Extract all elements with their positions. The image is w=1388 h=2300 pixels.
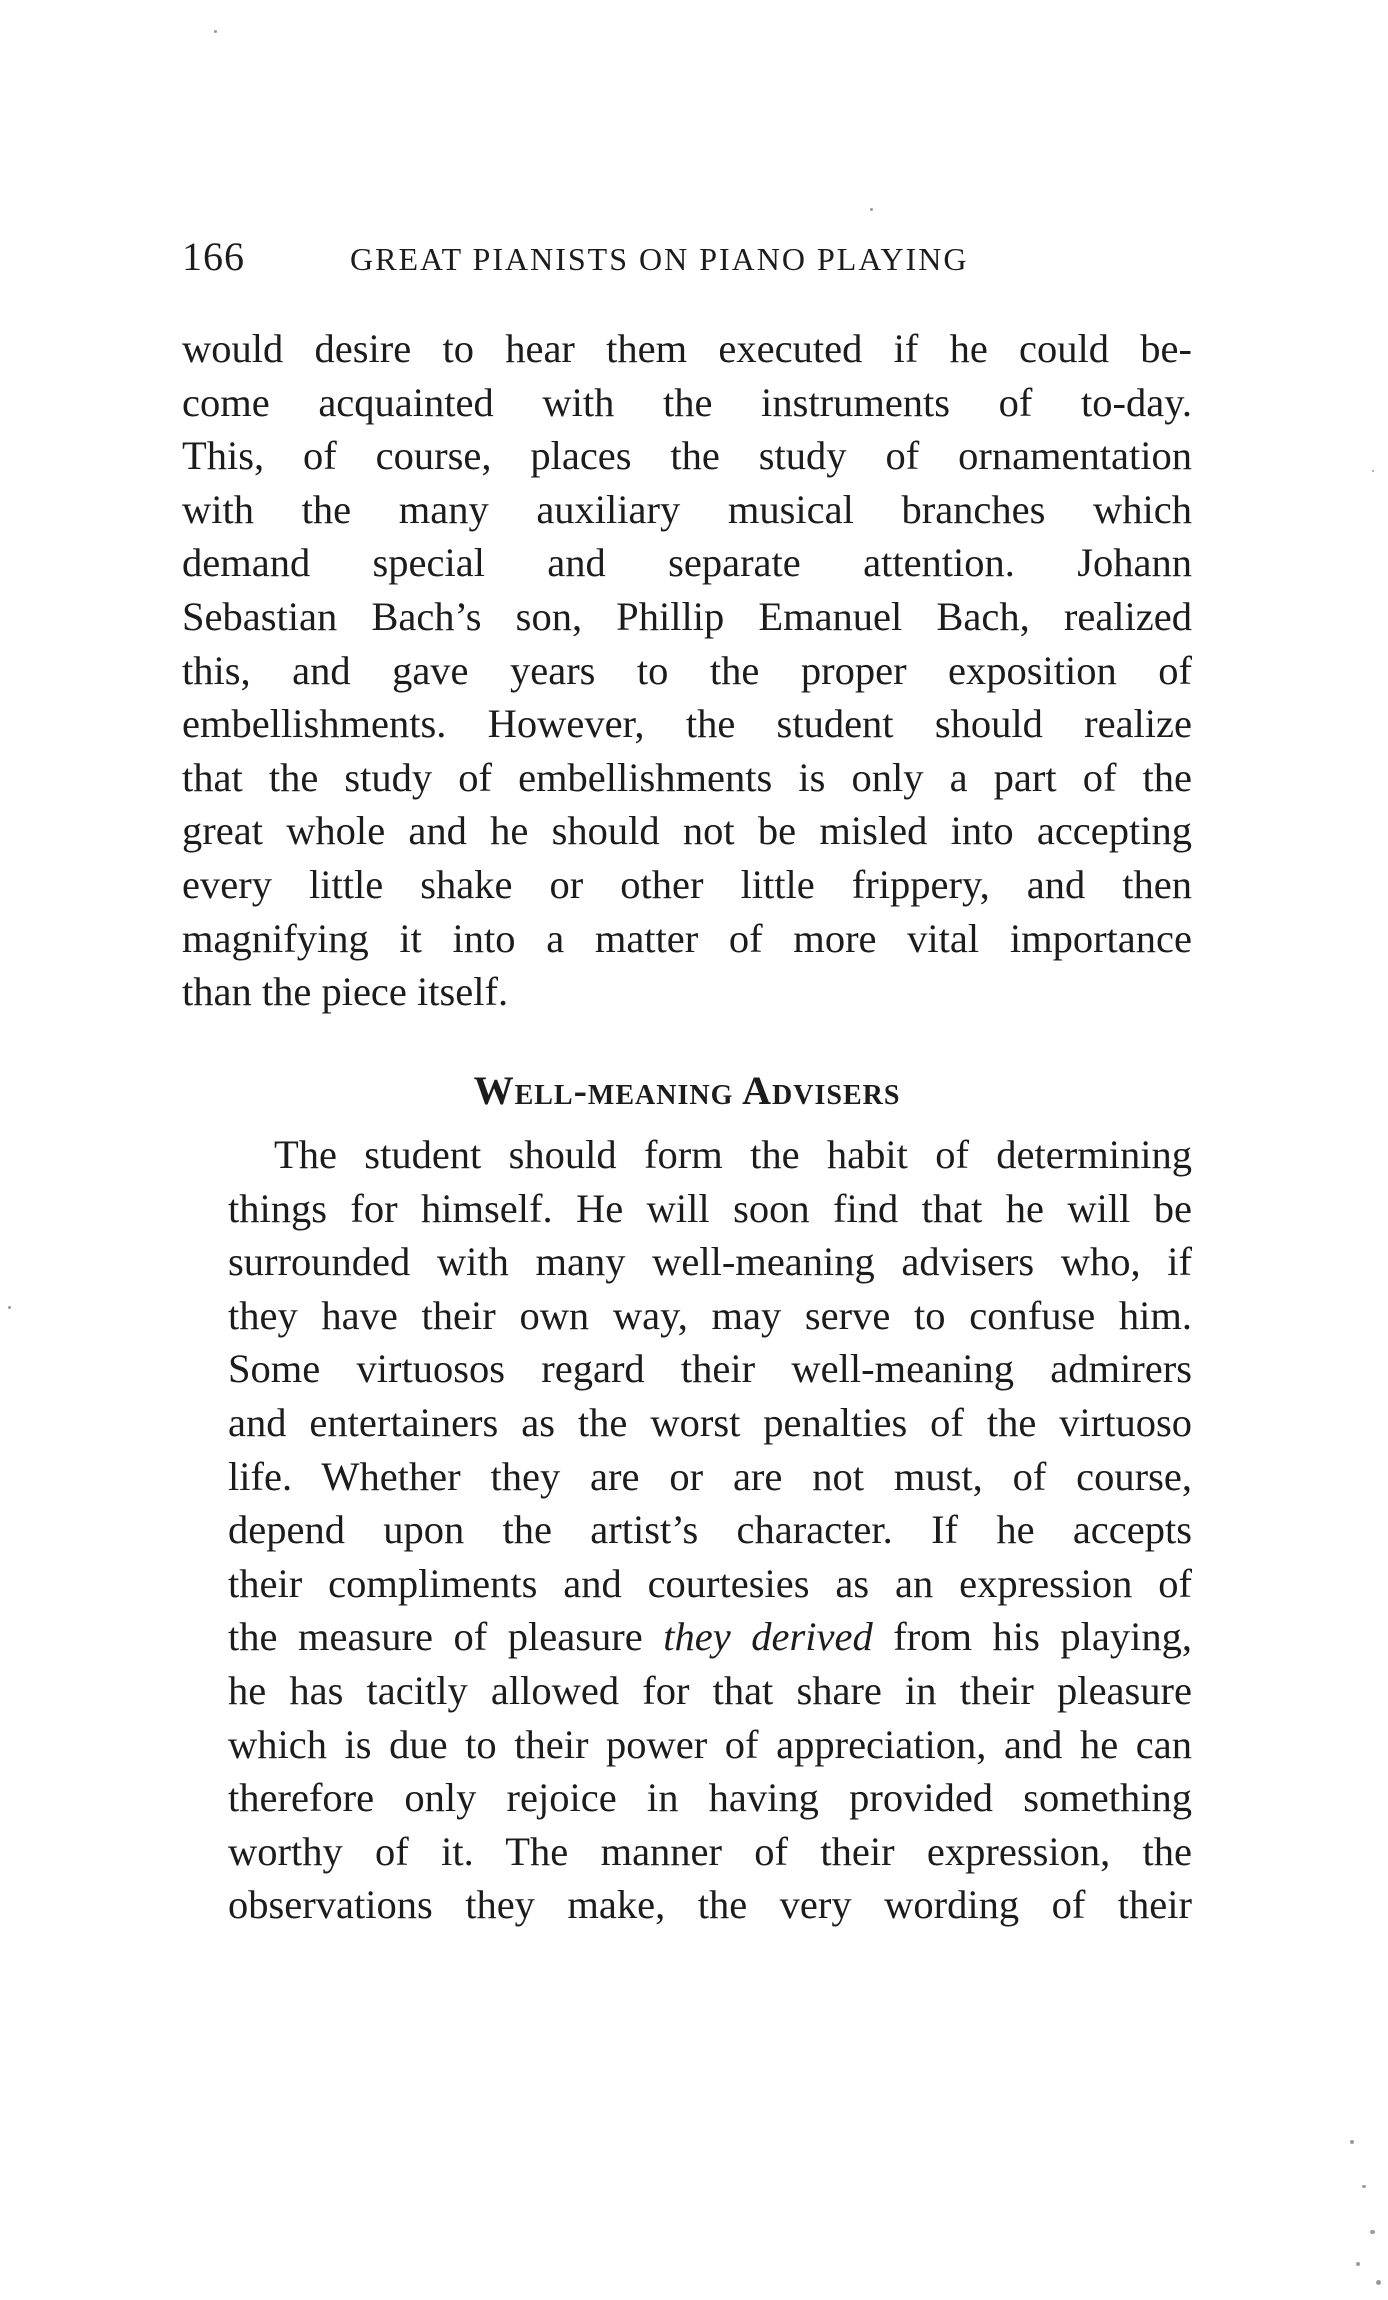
text-line: come acquainted with the instruments of to-day. [182,379,1192,425]
section-heading: Well-meaning Advisers [473,1068,901,1113]
text-line: that the study of embellishments is only a part of the [182,754,1192,800]
paper-speck [1376,2280,1381,2285]
paper-speck [1372,470,1374,472]
text-line: This, of course, places the study of ornamentation [182,433,1192,479]
text-line: depend upon the artist’s character. If he accepts [228,1507,1192,1553]
paper-speck [1362,2185,1366,2188]
text-line: surrounded with many well-meaning advisers who, if [228,1239,1192,1285]
page-number: 166 [182,234,245,279]
paragraph-ornamentation [182,322,1192,1019]
paper-speck [1370,2230,1375,2234]
text-line: than the piece itself. [182,969,509,1015]
text-line: Some virtuosos regard their well-meaning admirers [228,1346,1192,1392]
text-line: worthy of it. The manner of their expression, the [228,1828,1192,1874]
text-line: which is due to their power of appreciation, and he can [228,1721,1192,1767]
paragraph-advisers [182,1128,1192,1932]
text-line: would desire to hear them executed if he could be- [182,326,1192,371]
italic-phrase: they derived [663,1614,873,1660]
text-line: embellishments. However, the student should realize [182,701,1192,747]
text-line: with the many auxiliary musical branches which [182,486,1192,532]
text-line: observations they make, the very wording of their [228,1882,1192,1928]
text-line: Sebastian Bach’s son, Phillip Emanuel Bach, realized [182,593,1192,639]
text-line: this, and gave years to the proper exposition of [182,647,1192,693]
text-line: demand special and separate attention. Johann [182,540,1192,586]
text-line: he has tacitly allowed for that share in their pleasure [228,1667,1192,1713]
text-line: they have their own way, may serve to confuse him. [228,1292,1192,1338]
text-segment: the measure of pleasure [228,1614,664,1660]
text-line: great whole and he should not be misled into accepting [182,808,1192,854]
paper-speck [1350,2140,1354,2144]
text-line: life. Whether they are or are not must, of course, [228,1453,1192,1499]
text-line: and entertainers as the worst penalties of the virtuoso [228,1399,1192,1445]
text-line-italic [182,1610,1192,1664]
paper-speck [870,208,873,211]
text-line: every little shake or other little frippery, and then [182,861,1192,907]
paper-speck [8,1306,11,1309]
text-line: therefore only rejoice in having provided something [228,1775,1192,1821]
text-line: The student should form the habit of determining [274,1132,1192,1177]
text-segment: from his playing, [872,1614,1192,1660]
running-title: GREAT PIANISTS ON PIANO PLAYING [350,241,969,277]
paper-speck [214,30,217,33]
text-line: their compliments and courtesies as an expression of [228,1560,1192,1606]
paper-speck [1356,2262,1360,2266]
text-line: magnifying it into a matter of more vital importance [182,915,1192,961]
text-line: things for himself. He will soon find that he will be [228,1185,1192,1231]
page-header [182,232,1192,282]
